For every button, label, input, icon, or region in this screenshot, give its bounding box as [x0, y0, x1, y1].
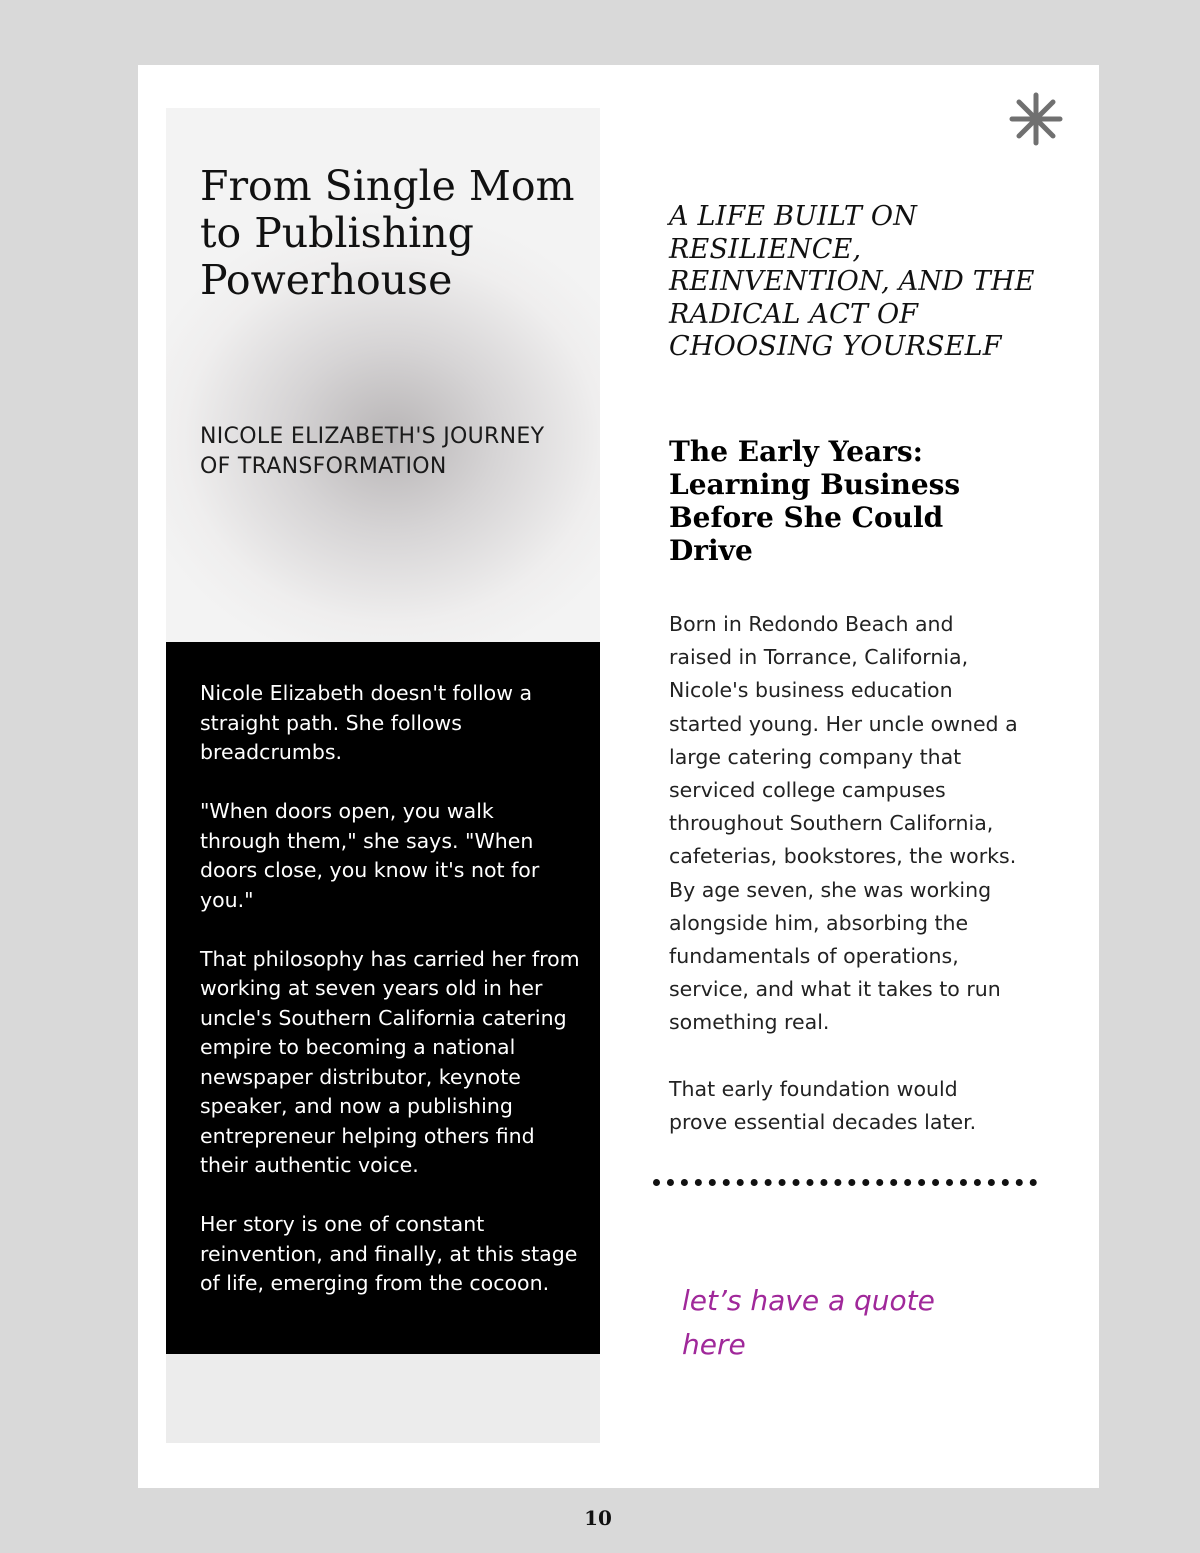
intro-paragraph: Her story is one of constant reinvention, and finally, at this stage of life, emerging from the cocoon. — [200, 1212, 578, 1295]
tagline: A LIFE BUILT ON RESILIENCE, REINVENTION, AND THE RADICAL ACT OF CHOOSING YOURSELF — [669, 201, 1035, 362]
intro-paragraph: That philosophy has carried her from working at seven years old in her uncle's Southern California catering empire to becoming a national newspaper distributor, keynote speaker, and now a publishing entrepreneur helping others find their authentic voice. — [200, 946, 580, 1177]
dotted-divider — [653, 1179, 1037, 1186]
body-paragraph: That early foundation would prove essential decades later. — [669, 1076, 977, 1135]
body-paragraph: Born in Redondo Beach and raised in Torrance, California, Nicole's business education started young. Her uncle owned a large catering company that serviced college campuses throughout Southern California, cafeterias, bookstores, the works. By age seven, she was working alongside him, absorbing the fundamentals of operations, service, and what it takes to run something real. — [669, 612, 1018, 1035]
body-text — [669, 608, 1019, 1172]
page-number: 10 — [584, 1506, 612, 1530]
intro-paragraph: "When doors open, you walk through them," she says. "When doors close, you know it's not for you." — [200, 799, 540, 912]
quote-placeholder: let’s have a quote here — [682, 1284, 935, 1361]
intro-text — [200, 679, 580, 1328]
intro-paragraph: Nicole Elizabeth doesn't follow a straight path. She follows breadcrumbs. — [200, 681, 533, 764]
bottom-strip — [166, 1354, 600, 1443]
intro-panel — [166, 642, 600, 1354]
section-heading: The Early Years: Learning Business Before She Could Drive — [669, 435, 961, 567]
page-subtitle: NICOLE ELIZABETH'S JOURNEY OF TRANSFORMATION — [200, 424, 545, 479]
page-title: From Single Mom to Publishing Powerhouse — [200, 162, 575, 304]
title-panel — [166, 108, 600, 642]
magazine-page — [138, 65, 1099, 1488]
asterisk-icon — [1008, 91, 1064, 147]
